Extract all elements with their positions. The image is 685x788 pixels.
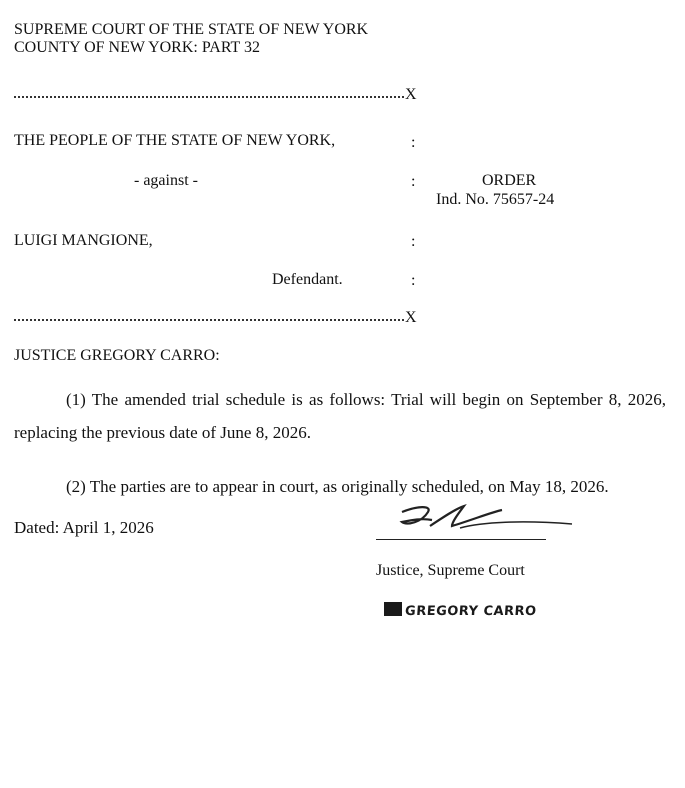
signature-line (376, 539, 546, 540)
caption-divider-bottom (14, 319, 404, 321)
caption-colon-2: : (411, 173, 416, 190)
plaintiff-name: THE PEOPLE OF THE STATE OF NEW YORK, (14, 132, 336, 149)
signature-title: Justice, Supreme Court (376, 562, 525, 579)
svg-text:GREGORY CARRO: GREGORY CARRO (404, 604, 538, 619)
judge-name-stamp (384, 598, 554, 625)
dated-line: Dated: April 1, 2026 (14, 518, 154, 537)
court-header-line1: SUPREME COURT OF THE STATE OF NEW YORK (14, 21, 369, 38)
against-label: - against - (134, 172, 198, 189)
judge-signature (372, 500, 582, 540)
defendant-name: LUIGI MANGIONE, (14, 232, 153, 249)
order-paragraph-1: (1) The amended trial schedule is as follows: Trial will begin on September 8, 2026, replacing the previous date of June 8, 2026. (14, 390, 666, 442)
caption-x-top: X (405, 86, 417, 103)
defendant-label: Defendant. (272, 271, 343, 288)
order-title: ORDER (482, 172, 537, 189)
caption-colon-4: : (411, 272, 416, 289)
justice-heading: JUSTICE GREGORY CARRO: (14, 347, 220, 364)
court-header-line2: COUNTY OF NEW YORK: PART 32 (14, 39, 261, 56)
caption-divider-top (14, 96, 404, 98)
caption-colon-1: : (411, 134, 416, 151)
order-paragraph-2: (2) The parties are to appear in court, as originally scheduled, on May 18, 2026. (66, 477, 609, 496)
caption-x-bottom: X (405, 309, 417, 326)
caption-colon-3: : (411, 233, 416, 250)
indictment-number: Ind. No. 75657-24 (436, 191, 555, 208)
